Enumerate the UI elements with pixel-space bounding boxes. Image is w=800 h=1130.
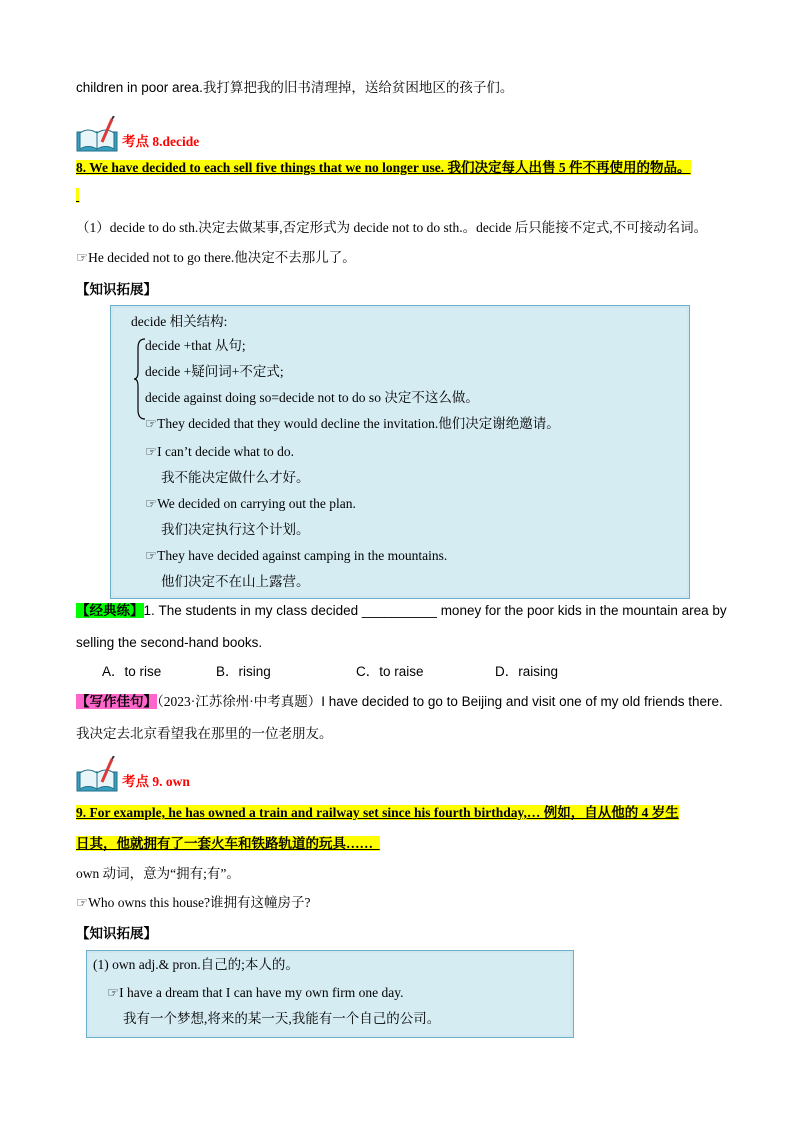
option-b[interactable]: B．rising — [216, 664, 271, 679]
writing-sentence: 【写作佳句】（2023·江苏徐州·中考真题）I have decided to go to Beijing and visit one of my old friends there. — [76, 694, 723, 709]
structure-2: decide +疑问词+不定式; — [145, 364, 284, 379]
own-box-line-2: ☞I have a dream that I can have my own firm one day. — [107, 985, 404, 1000]
own-expansion-box — [86, 950, 574, 1038]
own-box-line-1: (1) own adj.& pron.自己的;本人的。 — [93, 957, 299, 972]
section-8-title: 考点 8.decide — [122, 134, 200, 149]
practice-tag: 【经典练】 — [76, 603, 144, 618]
section-9-definition: own 动词，意为“拥有;有”。 — [76, 866, 240, 881]
section-9-expansion-label: 【知识拓展】 — [76, 926, 157, 941]
section-8-example: ☞He decided not to go there.他决定不去那儿了。 — [76, 250, 356, 265]
section-9-sentence: 9. For example, he has owned a train and railway set since his fourth birthday,… 例如，自从他的 4 岁生 — [76, 805, 679, 820]
own-box-line-3: 我有一个梦想,将来的某一天,我能有一个自己的公司。 — [123, 1011, 441, 1026]
section-8-sentence-tail — [76, 186, 79, 206]
option-c[interactable]: C．to raise — [356, 664, 424, 679]
box-example-3-cn: 我们决定执行这个计划。 — [161, 522, 310, 537]
intro-line: children in poor area.我打算把我的旧书清理掉，送给贫困地区的孩子们。 — [76, 80, 514, 95]
section-8-sentence: 8. We have decided to each sell five things that we no longer use. 我们决定每人出售 5 件不再使用的物品。 — [76, 160, 691, 175]
structure-3: decide against doing so=decide not to do so 决定不这么做。 — [145, 390, 479, 405]
box-title: decide 相关结构: — [131, 314, 228, 329]
box-example-4-cn: 他们决定不在山上露营。 — [161, 574, 310, 589]
structure-1: decide +that 从句; — [145, 338, 246, 353]
box-example-3: ☞We decided on carrying out the plan. — [145, 496, 356, 511]
box-example-2-cn: 我不能决定做什么才好。 — [161, 470, 310, 485]
decide-structures-box — [110, 305, 690, 599]
practice-question: 【经典练】1. The students in my class decided __________ money for the poor kids in the mountain area by — [76, 603, 727, 618]
box-example-4: ☞They have decided against camping in the mountains. — [145, 548, 448, 563]
section-9-example: ☞Who owns this house?谁拥有这幢房子? — [76, 895, 311, 910]
box-example-1: ☞They decided that they would decline the invitation.他们决定谢绝邀请。 — [145, 416, 560, 431]
section-8-rule: （1）decide to do sth.决定去做某事,否定形式为 decide not to do sth.。decide 后只能接不定式,不可接动名词。 — [76, 220, 708, 235]
section-8-expansion-label: 【知识拓展】 — [76, 282, 157, 297]
option-d[interactable]: D．raising — [495, 664, 559, 679]
book-icon — [76, 116, 120, 152]
book-icon — [76, 756, 120, 792]
box-example-2: ☞I can’t decide what to do. — [145, 444, 295, 459]
section-9-sentence-cont: 日其，他就拥有了一套火车和铁路轨道的玩具…… — [76, 834, 380, 854]
writing-translation: 我决定去北京看望我在那里的一位老朋友。 — [76, 726, 333, 741]
writing-tag: 【写作佳句】 — [76, 694, 157, 709]
option-a[interactable]: A．to rise — [102, 664, 162, 679]
practice-question-cont: selling the second-hand books. — [76, 635, 263, 650]
section-9-title: 考点 9. own — [122, 774, 190, 789]
